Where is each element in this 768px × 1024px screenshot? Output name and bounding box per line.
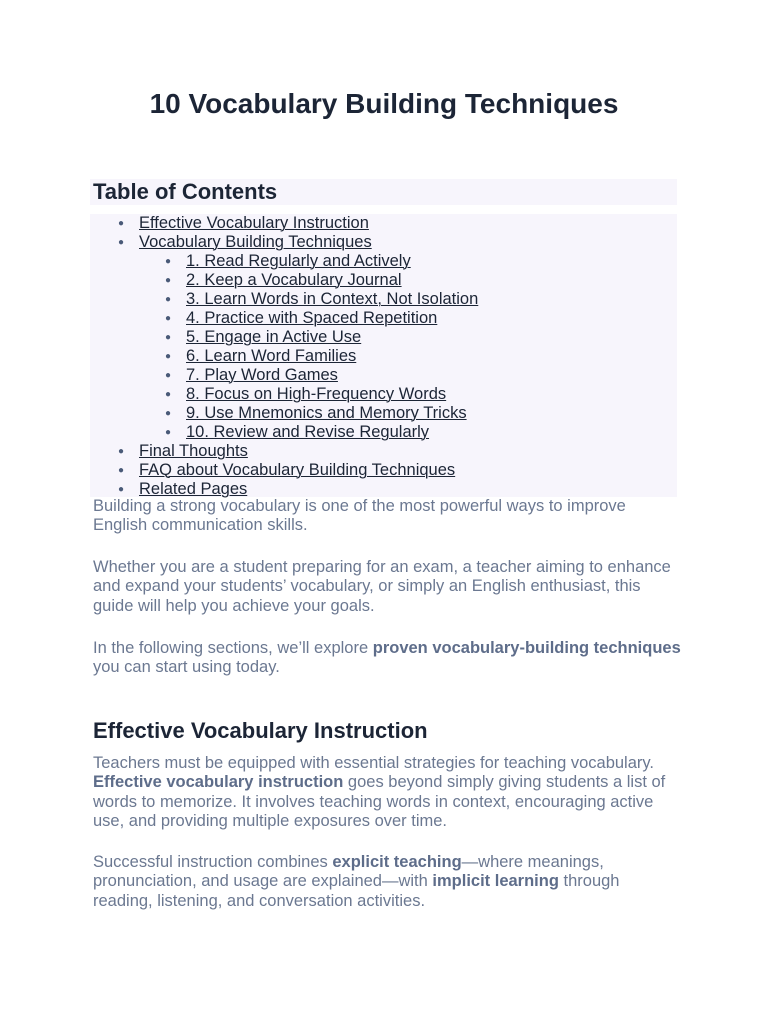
bullet-icon: ● [165,332,172,343]
bullet-icon: ● [165,275,172,286]
table-of-contents [90,214,677,499]
section-paragraph-2 [93,853,683,911]
text-span: Teachers must be equipped with essential strategies for teaching vocabulary. [93,754,655,772]
toc-link-technique-4[interactable]: 4. Practice with Spaced Repetition [186,309,438,327]
text-span: In the following sections, we’ll explore [93,639,373,657]
bullet-icon: ● [165,256,172,267]
toc-link-technique-5[interactable]: 5. Engage in Active Use [186,328,362,346]
toc-link-technique-7[interactable]: 7. Play Word Games [186,366,338,384]
toc-link-technique-3[interactable]: 3. Learn Words in Context, Not Isolation [186,290,479,308]
bold-text: implicit learning [432,872,559,891]
toc-sublist-container [90,252,677,442]
section-heading: Effective Vocabulary Instruction [93,718,428,743]
toc-subitem [90,423,677,442]
bullet-icon: ● [118,484,125,495]
bold-text: proven vocabulary-building techniques [372,639,681,657]
bullet-icon: ● [165,294,172,305]
toc-link-effective-vocabulary-instruction[interactable]: Effective Vocabulary Instruction [139,214,369,232]
toc-heading: Table of Contents [90,179,677,205]
toc-link-technique-8[interactable]: 8. Focus on High-Frequency Words [186,385,447,403]
toc-link-faq[interactable]: FAQ about Vocabulary Building Techniques [139,461,456,479]
text-span: goes beyond simply giving students a list of words to memorize. It involves teaching words in context, encouraging active use, and providing multiple exposures over time. [93,773,666,830]
toc-link-technique-9[interactable]: 9. Use Mnemonics and Memory Tricks [186,404,467,422]
toc-subitem [90,309,677,328]
toc-item [90,442,677,461]
bold-text: Effective vocabulary instruction [93,773,344,792]
bold-text: explicit teaching [332,853,462,871]
page-title: 10 Vocabulary Building Techniques [149,88,619,119]
text-span: Successful instruction combines [93,853,333,871]
toc-link-technique-10[interactable]: 10. Review and Revise Regularly [186,423,430,441]
bullet-icon: ● [118,237,125,248]
bullet-icon: ● [118,218,125,229]
toc-subitem [90,366,677,385]
toc-subitem [90,252,677,271]
toc-subitem [90,271,677,290]
intro-paragraph-3 [93,639,683,678]
bullet-icon: ● [165,351,172,362]
intro-paragraph-1: Building a strong vocabulary is one of the most powerful ways to improve English communication skills. [93,497,626,535]
toc-subitem [90,290,677,309]
toc-link-technique-6[interactable]: 6. Learn Word Families [186,347,357,365]
section-paragraph-1 [93,754,683,831]
toc-item [90,233,677,252]
text-span: through reading, listening, and conversation activities. [93,872,620,910]
toc-item [90,214,677,233]
toc-link-vocabulary-building-techniques[interactable]: Vocabulary Building Techniques [139,233,372,251]
text-span: you can start using today. [93,658,280,677]
toc-item [90,461,677,480]
toc-subitem [90,385,677,404]
toc-link-technique-1[interactable]: 1. Read Regularly and Actively [186,252,411,270]
bullet-icon: ● [118,465,125,476]
toc-link-final-thoughts[interactable]: Final Thoughts [139,442,248,460]
bullet-icon: ● [165,389,172,400]
bullet-icon: ● [165,427,172,438]
bullet-icon: ● [118,446,125,457]
bullet-icon: ● [165,313,172,324]
toc-subitem [90,328,677,347]
bullet-icon: ● [165,370,172,381]
intro-paragraph-2: Whether you are a student preparing for an exam, a teacher aiming to enhance and expand your students’ vocabulary, or simply an English enthusiast, this guide will help you achieve your goals. [93,558,671,615]
toc-sublist [90,252,677,442]
text-span: —where meanings, pronunciation, and usage are explained—with [93,853,604,891]
toc-subitem [90,347,677,366]
toc-link-related-pages[interactable]: Related Pages [139,480,248,498]
toc-subitem [90,404,677,423]
toc-link-technique-2[interactable]: 2. Keep a Vocabulary Journal [186,271,402,289]
bullet-icon: ● [165,408,172,419]
